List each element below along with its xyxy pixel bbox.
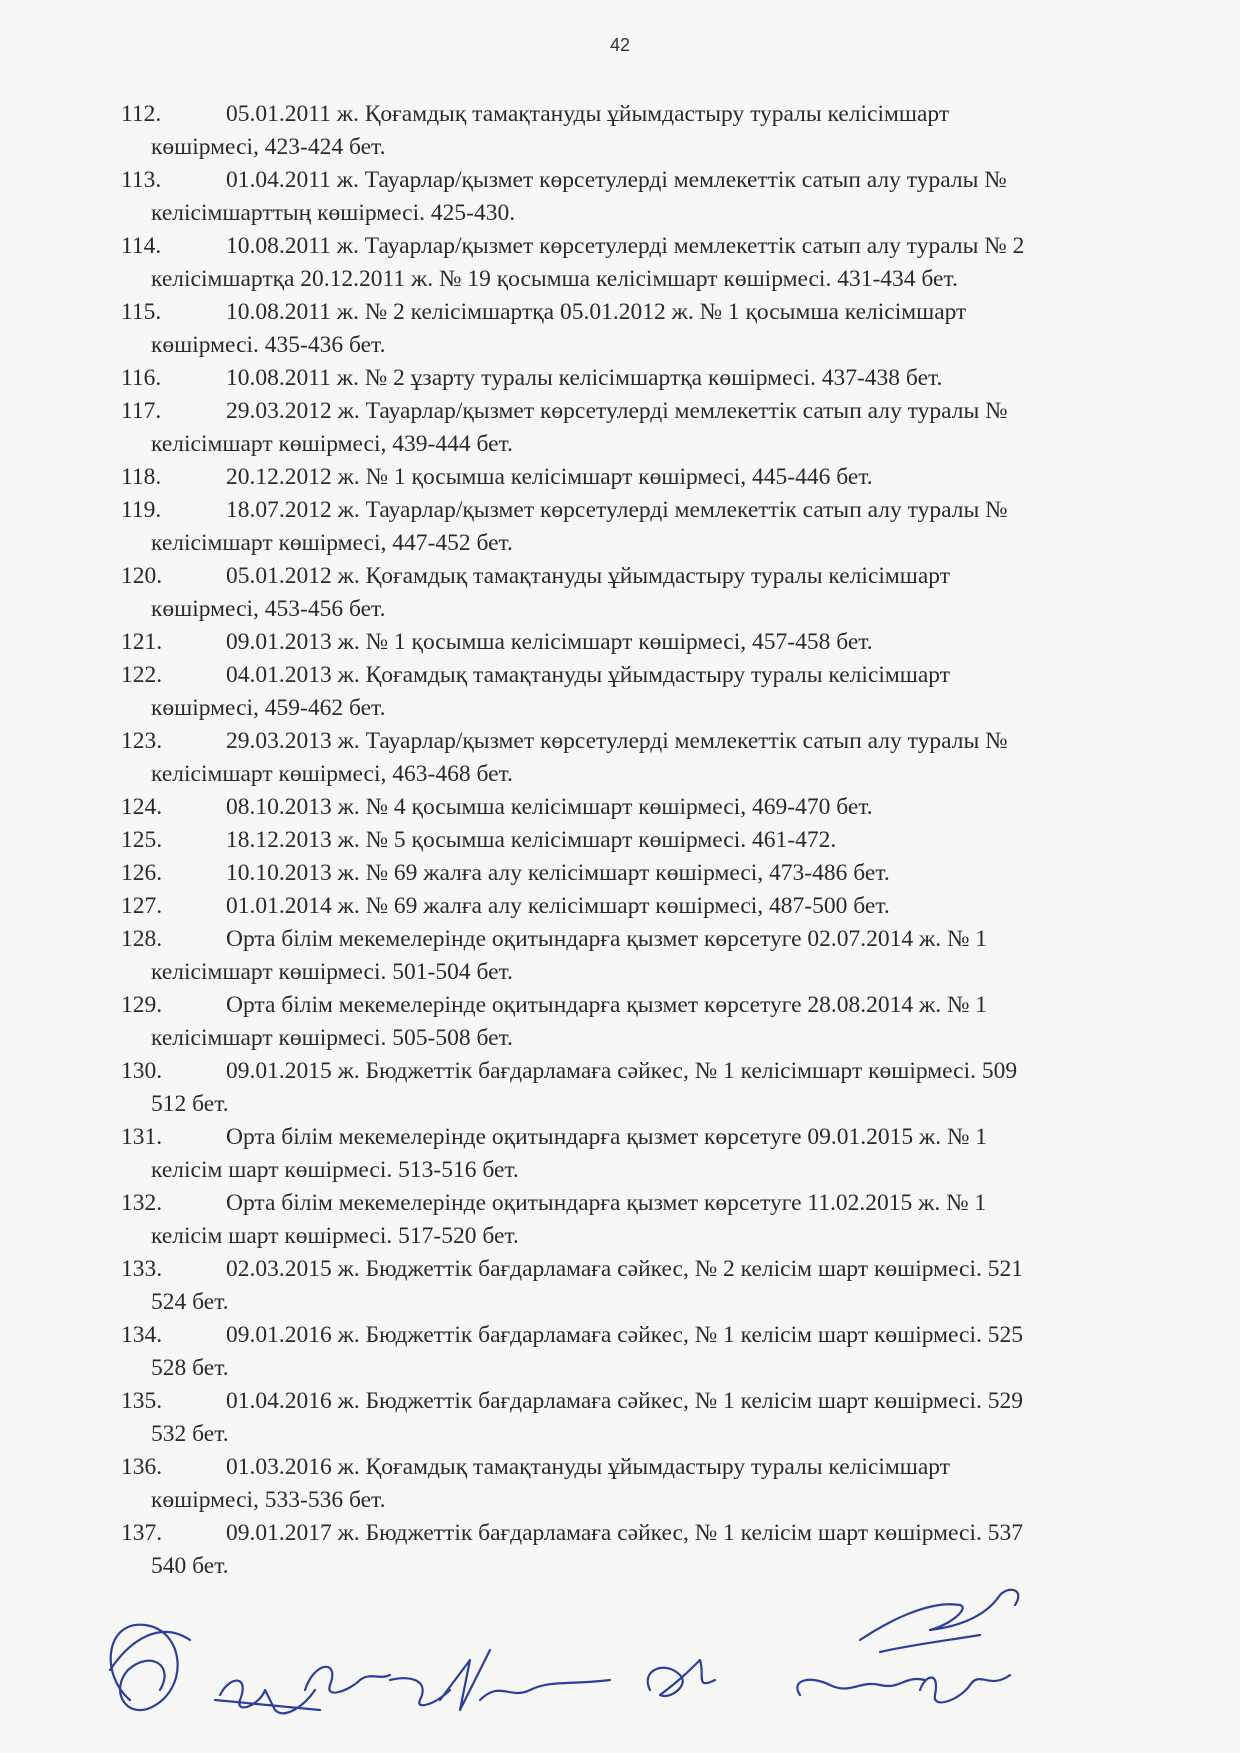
- entry-text-continued: 524 бет.: [151, 1289, 229, 1315]
- entry-text: 18.12.2013 ж. № 5 қосымша келісімшарт көшірмесі. 461-472.: [226, 827, 837, 853]
- list-item: [121, 890, 1231, 923]
- entry-text: 01.01.2014 ж. № 69 жалға алу келісімшарт көшірмесі, 487-500 бет.: [226, 893, 890, 919]
- entry-number: 115.: [121, 299, 162, 325]
- entry-number: 133.: [121, 1256, 163, 1282]
- list-item: [121, 1385, 1231, 1451]
- list-item: [121, 659, 1231, 725]
- entry-number: 129.: [121, 992, 163, 1018]
- list-item: [121, 362, 1231, 395]
- entry-number: 131.: [121, 1124, 163, 1150]
- list-item: [121, 1121, 1231, 1187]
- entry-number: 121.: [121, 629, 163, 655]
- entry-number: 119.: [121, 497, 162, 523]
- entry-text: Орта білім мекемелерінде оқитындарға қызмет көрсетуге 09.01.2015 ж. № 1: [226, 1124, 988, 1150]
- entry-text-continued: келісімшарттың көшірмесі. 425-430.: [151, 200, 516, 226]
- entry-number: 122.: [121, 662, 163, 688]
- entry-number: 135.: [121, 1388, 163, 1414]
- entry-text: 01.04.2011 ж. Тауарлар/қызмет көрсетулерді мемлекеттік сатып алу туралы №: [226, 167, 1007, 193]
- entry-number: 134.: [121, 1322, 163, 1348]
- list-item: [121, 1187, 1231, 1253]
- entry-number: 117.: [121, 398, 162, 424]
- entry-text-continued: келісімшарт көшірмесі, 463-468 бет.: [151, 761, 513, 787]
- entry-text: 29.03.2012 ж. Тауарлар/қызмет көрсетулерді мемлекеттік сатып алу туралы №: [226, 398, 1008, 424]
- entry-text-continued: келісімшарт көшірмесі. 505-508 бет.: [151, 1025, 513, 1051]
- list-item: [121, 1253, 1231, 1319]
- entry-text: Орта білім мекемелерінде оқитындарға қызмет көрсетуге 02.07.2014 ж. № 1: [226, 926, 988, 952]
- list-item: [121, 395, 1231, 461]
- entry-text-continued: келісімшарт көшірмесі, 439-444 бет.: [151, 431, 513, 457]
- list-item: [121, 1517, 1231, 1583]
- entry-number: 112.: [121, 101, 162, 127]
- entry-text: Орта білім мекемелерінде оқитындарға қызмет көрсетуге 28.08.2014 ж. № 1: [226, 992, 988, 1018]
- list-item: [121, 626, 1231, 659]
- list-item: [121, 560, 1231, 626]
- list-item: [121, 1055, 1231, 1121]
- list-item: [121, 1319, 1231, 1385]
- signature-2: [215, 1681, 320, 1714]
- signature-6: [797, 1675, 1010, 1702]
- entry-text: Орта білім мекемелерінде оқитындарға қызмет көрсетуге 11.02.2015 ж. № 1: [226, 1190, 987, 1216]
- entry-text-continued: 528 бет.: [151, 1355, 229, 1381]
- entry-text-continued: келісімшарт көшірмесі, 447-452 бет.: [151, 530, 513, 556]
- list-item: [121, 824, 1231, 857]
- signature-7: [860, 1590, 1018, 1652]
- entry-number: 127.: [121, 893, 163, 919]
- list-item: [121, 857, 1231, 890]
- entry-text: 08.10.2013 ж. № 4 қосымша келісімшарт көшірмесі, 469-470 бет.: [226, 794, 873, 820]
- entry-text: 10.08.2011 ж. Тауарлар/қызмет көрсетулерді мемлекеттік сатып алу туралы № 2: [226, 233, 1025, 259]
- entry-text: 10.08.2011 ж. № 2 ұзарту туралы келісімшартқа көшірмесі. 437-438 бет.: [226, 365, 943, 391]
- entry-text: 09.01.2015 ж. Бюджеттік бағдарламаға сәйкес, № 1 келісімшарт көшірмесі. 509: [226, 1058, 1018, 1084]
- entry-text: 05.01.2012 ж. Қоғамдық тамақтануды ұйымдастыру туралы келісімшарт: [226, 563, 951, 589]
- entry-text: 09.01.2016 ж. Бюджеттік бағдарламаға сәйкес, № 1 келісім шарт көшірмесі. 525: [226, 1322, 1023, 1348]
- entry-list: [121, 98, 1231, 1583]
- entry-text-continued: көшірмесі, 453-456 бет.: [151, 596, 386, 622]
- signature-4: [390, 1650, 610, 1710]
- entry-text-continued: көшірмесі, 533-536 бет.: [151, 1487, 386, 1513]
- list-item: [121, 296, 1231, 362]
- entry-text: 01.03.2016 ж. Қоғамдық тамақтануды ұйымдастыру туралы келісімшарт: [226, 1454, 951, 1480]
- entry-text: 09.01.2013 ж. № 1 қосымша келісімшарт көшірмесі, 457-458 бет.: [226, 629, 873, 655]
- entry-text-continued: келісімшарт көшірмесі. 501-504 бет.: [151, 959, 513, 985]
- entry-number: 118.: [121, 464, 162, 490]
- entry-number: 116.: [121, 365, 162, 391]
- entry-number: 120.: [121, 563, 163, 589]
- list-item: [121, 989, 1231, 1055]
- entry-text-continued: көшірмесі. 435-436 бет.: [151, 332, 386, 358]
- list-item: [121, 98, 1231, 164]
- entry-text-continued: 532 бет.: [151, 1421, 229, 1447]
- entry-number: 113.: [121, 167, 162, 193]
- list-item: [121, 461, 1231, 494]
- list-item: [121, 791, 1231, 824]
- list-item: [121, 923, 1231, 989]
- entry-number: 137.: [121, 1520, 163, 1546]
- entry-text: 10.10.2013 ж. № 69 жалға алу келісімшарт көшірмесі, 473-486 бет.: [226, 860, 890, 886]
- entry-number: 130.: [121, 1058, 163, 1084]
- entry-text: 01.04.2016 ж. Бюджеттік бағдарламаға сәйкес, № 1 келісім шарт көшірмесі. 529: [226, 1388, 1023, 1414]
- entry-number: 123.: [121, 728, 163, 754]
- entry-text-continued: көшірмесі, 459-462 бет.: [151, 695, 386, 721]
- entry-text-continued: келісім шарт көшірмесі. 513-516 бет.: [151, 1157, 519, 1183]
- entry-text-continued: келісім шарт көшірмесі. 517-520 бет.: [151, 1223, 519, 1249]
- entry-text: 29.03.2013 ж. Тауарлар/қызмет көрсетулерді мемлекеттік сатып алу туралы №: [226, 728, 1008, 754]
- entry-text: 09.01.2017 ж. Бюджеттік бағдарламаға сәйкес, № 1 келісім шарт көшірмесі. 537: [226, 1520, 1023, 1546]
- entry-text: 10.08.2011 ж. № 2 келісімшартқа 05.01.2012 ж. № 1 қосымша келісімшарт: [226, 299, 967, 325]
- entry-text-continued: көшірмесі, 423-424 бет.: [151, 134, 386, 160]
- entry-text: 02.03.2015 ж. Бюджеттік бағдарламаға сәйкес, № 2 келісім шарт көшірмесі. 521: [226, 1256, 1023, 1282]
- list-item: [121, 164, 1231, 230]
- entry-number: 114.: [121, 233, 162, 259]
- entry-number: 124.: [121, 794, 163, 820]
- page-number: 42: [609, 35, 631, 55]
- entry-text: 04.01.2013 ж. Қоғамдық тамақтануды ұйымдастыру туралы келісімшарт: [226, 662, 951, 688]
- entry-number: 136.: [121, 1454, 163, 1480]
- entry-text: 05.01.2011 ж. Қоғамдық тамақтануды ұйымдастыру туралы келісімшарт: [226, 101, 950, 127]
- signatures: [90, 1580, 1150, 1750]
- list-item: [121, 494, 1231, 560]
- list-item: [121, 725, 1231, 791]
- list-item: [121, 1451, 1231, 1517]
- entry-text-continued: 540 бет.: [151, 1553, 229, 1579]
- signature-3: [305, 1667, 390, 1693]
- entry-number: 132.: [121, 1190, 163, 1216]
- signature-1: [110, 1625, 190, 1710]
- entry-number: 126.: [121, 860, 163, 886]
- entry-text: 18.07.2012 ж. Тауарлар/қызмет көрсетулерді мемлекеттік сатып алу туралы №: [226, 497, 1008, 523]
- entry-text: 20.12.2012 ж. № 1 қосымша келісімшарт көшірмесі, 445-446 бет.: [226, 464, 873, 490]
- signature-5: [648, 1660, 715, 1696]
- entry-text-continued: келісімшартқа 20.12.2011 ж. № 19 қосымша келісімшарт көшірмесі. 431-434 бет.: [151, 266, 958, 292]
- entry-number: 125.: [121, 827, 163, 853]
- entry-text-continued: 512 бет.: [151, 1091, 229, 1117]
- list-item: [121, 230, 1231, 296]
- entry-number: 128.: [121, 926, 163, 952]
